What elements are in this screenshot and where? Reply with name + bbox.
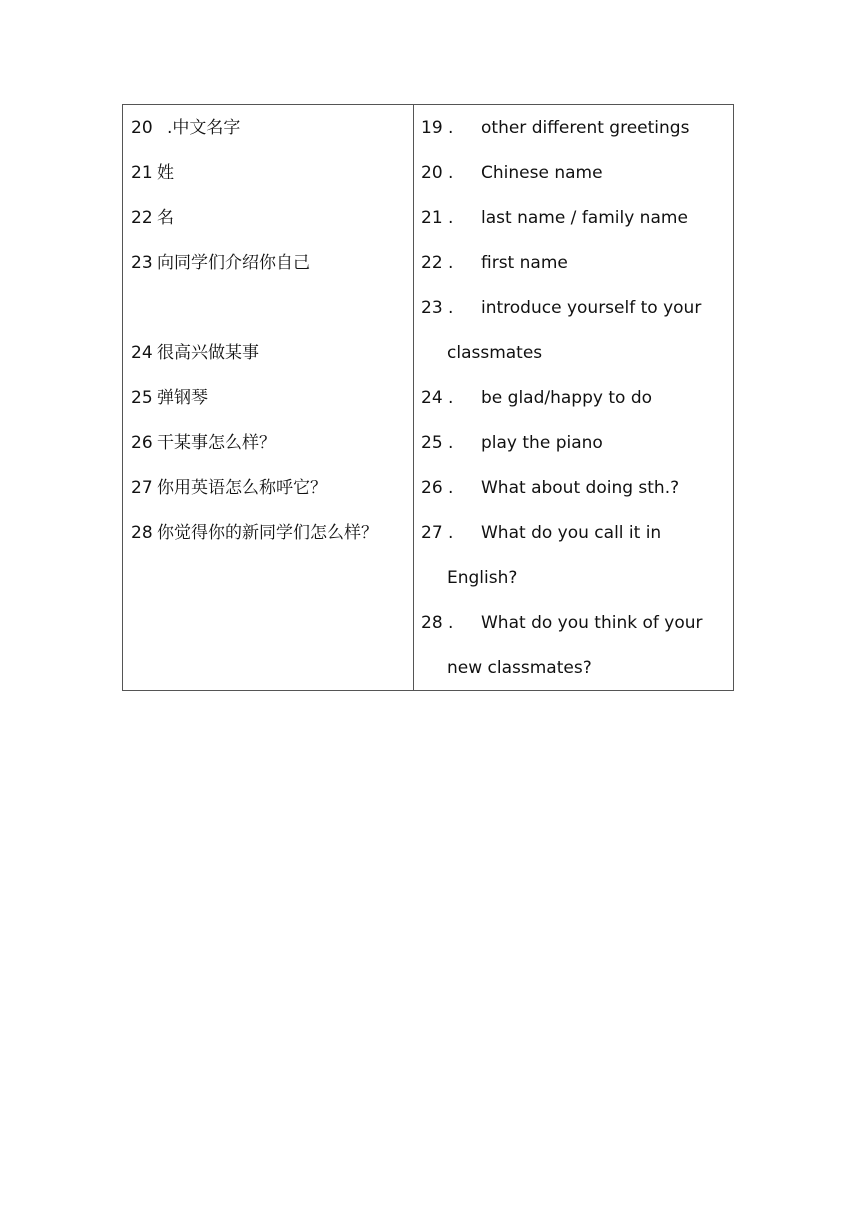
item-number: 19 . (421, 118, 454, 138)
item-text: What about doing sth.? (481, 478, 680, 498)
item-number: 24 (131, 343, 153, 363)
item-text: 很高兴做某事 (157, 343, 259, 363)
item-number: 23 (131, 253, 153, 273)
item-text: other different greetings (481, 118, 690, 138)
item-number: 27 . (421, 523, 454, 543)
item-number: 20 . (421, 163, 454, 183)
item-text-continuation: classmates (447, 343, 543, 363)
vocabulary-table (122, 104, 734, 691)
item-text: 名 (157, 208, 174, 228)
item-text: 你觉得你的新同学们怎么样？ (157, 523, 378, 543)
item-number: 22 . (421, 253, 454, 273)
column-divider (413, 105, 414, 690)
item-number: 21 . (421, 208, 454, 228)
item-text: introduce yourself to your (481, 298, 702, 318)
item-number: 23 . (421, 298, 454, 318)
item-text: 你用英语怎么称呼它？ (157, 478, 327, 498)
item-text: 干某事怎么样？ (157, 433, 276, 453)
item-text: 向同学们介绍你自己 (157, 253, 310, 273)
item-number: 25 (131, 388, 153, 408)
item-number: 22 (131, 208, 153, 228)
item-number: 25 . (421, 433, 454, 453)
item-text: Chinese name (481, 163, 603, 183)
item-text-continuation: English? (447, 568, 518, 588)
item-number: 26 (131, 433, 153, 453)
item-text: 弹钢琴 (157, 388, 208, 408)
item-number: 27 (131, 478, 153, 498)
item-text: What do you call it in (481, 523, 662, 543)
item-text: 姓 (157, 163, 174, 183)
item-number: 20 (131, 118, 153, 138)
item-text: first name (481, 253, 568, 273)
item-text: be glad/happy to do (481, 388, 653, 408)
item-text-continuation: new classmates? (447, 658, 592, 678)
item-number: 21 (131, 163, 153, 183)
item-text: .中文名字 (167, 118, 241, 138)
item-text: play the piano (481, 433, 603, 453)
item-number: 24 . (421, 388, 454, 408)
item-number: 28 (131, 523, 153, 543)
item-number: 28 . (421, 613, 454, 633)
item-text: What do you think of your (481, 613, 703, 633)
item-text: last name / family name (481, 208, 688, 228)
item-number: 26 . (421, 478, 454, 498)
